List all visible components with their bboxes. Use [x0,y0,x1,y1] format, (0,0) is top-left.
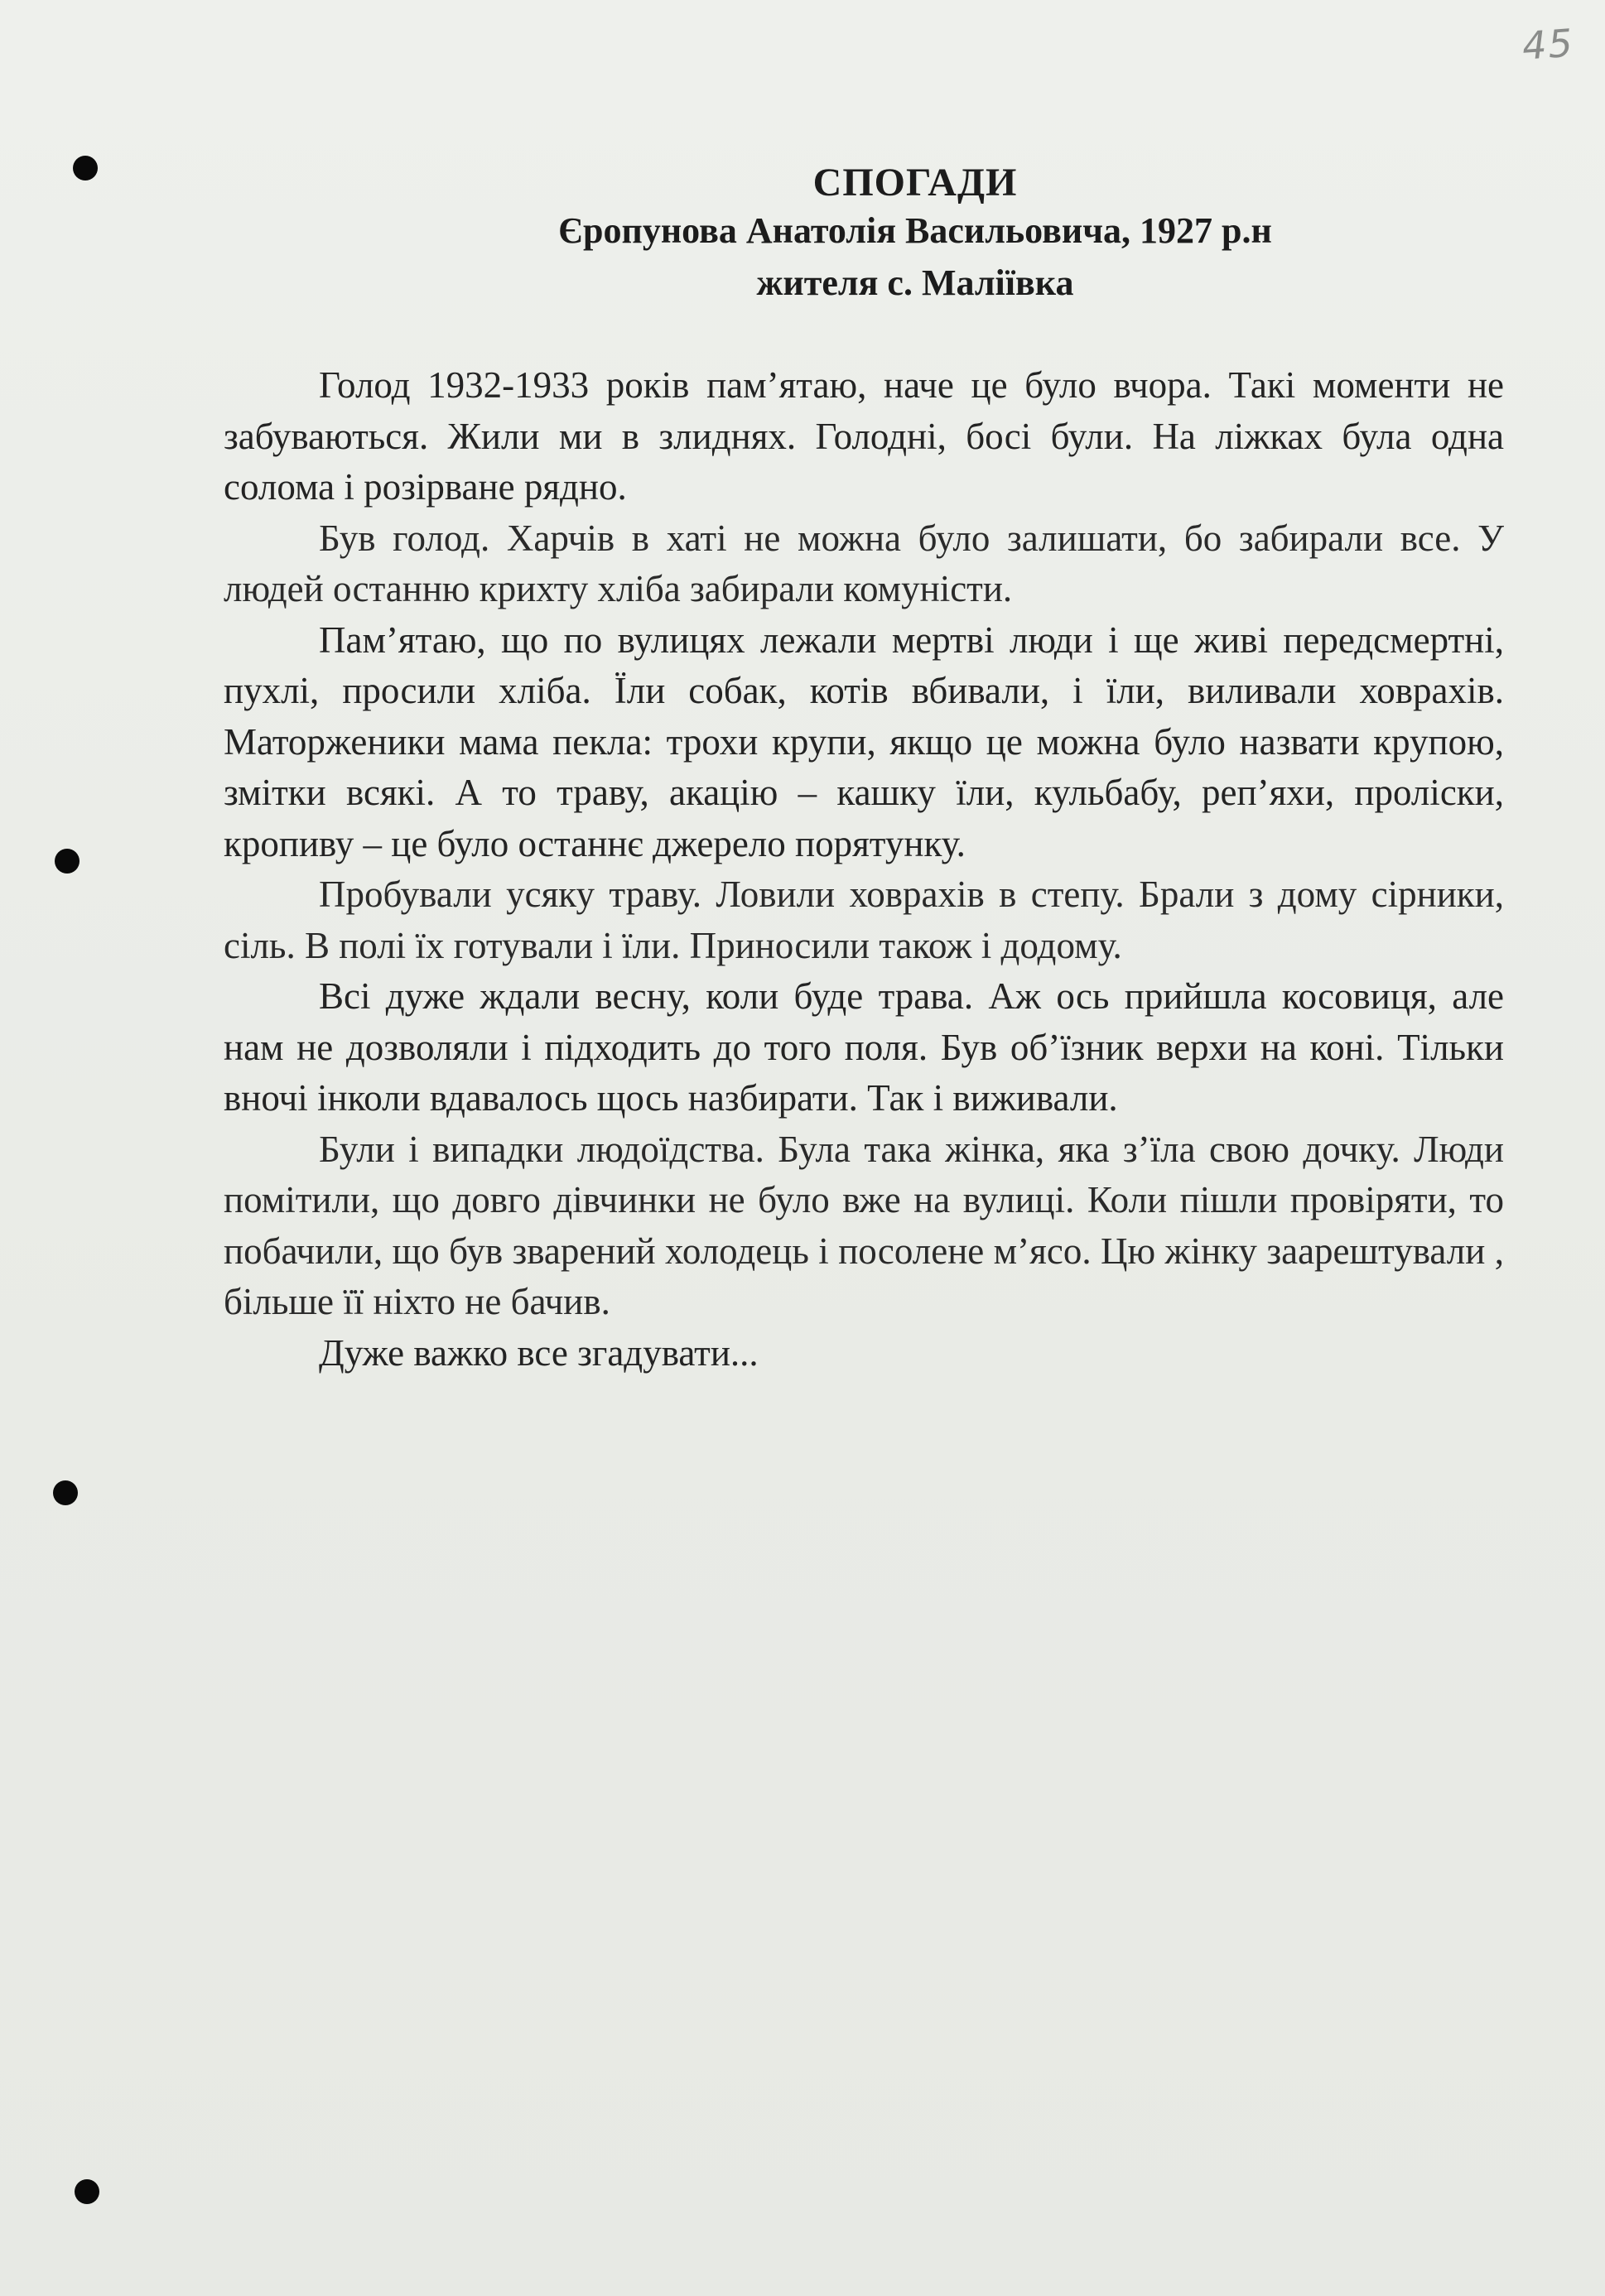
document-title: СПОГАДИ [812,161,1018,205]
punch-hole-top [73,156,98,181]
document-residence: жителя с. Маліївка [756,262,1074,303]
memoir-body [224,360,1504,1379]
punch-hole-upper-middle [55,849,80,874]
paragraph-6: Були і випадки людоїдства. Була така жінка, яка з’їла свою дочку. Люди помітили, що довго дівчинки не було вже на вулиці. Коли пішли провіряти, то побачили, що був зварений холодець і посолене м’ясо. Цю жінку заарештували , більше її ніхто не бачив. [224,1128,1504,1322]
paragraph-2: Був голод. Харчів в хаті не можна було залишати, бо забирали все. У людей останню крихту хліба забирали комуністи. [224,517,1504,609]
paragraph-1: Голод 1932-1933 років пам’ятаю, наче це було вчора. Такі моменти не забуваються. Жили ми в злиднях. Голодні, босі були. На ліжках була одна солома і розірване рядно. [224,364,1504,508]
punch-hole-lower-middle [53,1480,78,1505]
paragraph-3: Пам’ятаю, що по вулицях лежали мертві люди і ще живі передсмертні, пухлі, просили хліба. Їли собак, котів вбивали, і їли, виливали ховрахів. Маторженики мама пекла: трохи крупи, якщо це можна було назвати крупою, змітки всякі. А то траву, акацію – кашку їли, кульбабу, реп’яхи, проліски, кропиву – це було останнє джерело порятунку. [224,619,1504,864]
page-number: 45 [1521,20,1576,69]
punch-hole-bottom [75,2179,99,2204]
paragraph-4: Пробували усяку траву. Ловили ховрахів в степу. Брали з дому сірники, сіль. В полі їх готували і їли. Приносили також і додому. [224,874,1504,966]
document-subtitle: Єропунова Анатолія Васильовича, 1927 р.н [558,210,1272,251]
paragraph-7: Дуже важко все згадувати... [319,1331,759,1374]
paragraph-5: Всі дуже ждали весну, коли буде трава. Аж ось прийшла косовиця, але нам не дозволяли і підходить до того поля. Був об’їзник верхи на коні. Тільки вночі інколи вдавалось щось назбирати. Так і виживали. [224,975,1504,1119]
